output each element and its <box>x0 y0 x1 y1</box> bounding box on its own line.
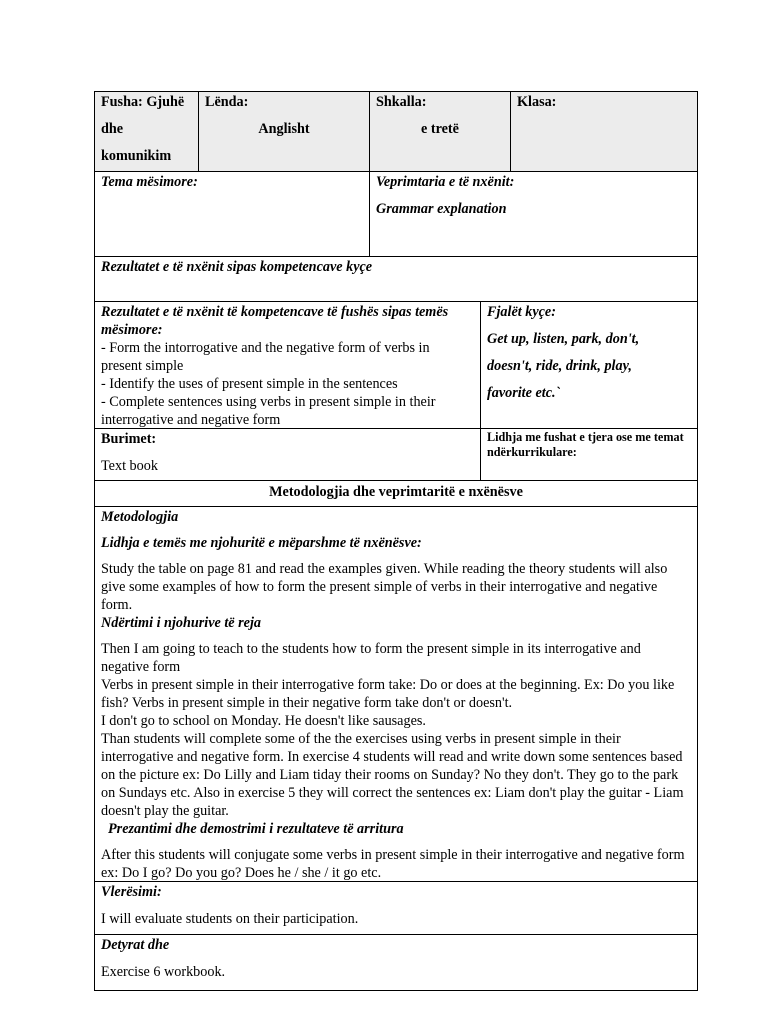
metodologjia-cell <box>94 506 698 882</box>
klasa-cell <box>510 91 698 172</box>
prezantimi-label: Prezantimi dhe demostrimi i rezultateve të arritura <box>108 821 404 837</box>
fusha-value-2: dhe <box>101 121 124 137</box>
veprimtaria-cell <box>369 171 698 257</box>
fusha-value-3: komunikim <box>101 148 172 164</box>
lenda-value: Anglisht <box>258 121 310 137</box>
lidhja-fushat-label: Lidhja me fushat e tjera ose me temat ndërkurrikulare: <box>487 430 684 459</box>
lidhja-text: Study the table on page 81 and read the examples given. While reading the theory students will also give some examples of how to form the present simple of verbs in their interrogative and negative form. <box>101 561 668 613</box>
rezultatet-item: - Complete sentences using verbs in present simple in their interrogative and negative form <box>101 394 436 428</box>
lenda-label: Lënda: <box>205 94 249 110</box>
metodologjia-header: Metodologjia dhe veprimtaritë e nxënësve <box>269 484 523 500</box>
burimet-label: Burimet: <box>101 431 157 447</box>
klasa-label: Klasa: <box>517 94 557 110</box>
vleresimi-text: I will evaluate students on their participation. <box>101 911 359 927</box>
burimet-cell <box>94 428 481 481</box>
detyrat-text: Exercise 6 workbook. <box>101 964 226 980</box>
vleresimi-cell <box>94 881 698 935</box>
ndertimi-paragraph: Than students will complete some of the the exercises using verbs in present simple in their interrogative and negative form. In exercise 4 students will read and write down some sentences based on the picture ex: Do Lilly and Liam tiday their rooms on Sunday? No they don't. They go to the park on Sundays etc. Also in exercise 5 they will correct the sentences ex: Liam don't play the guitar - Liam doesn't play the guitar. <box>101 731 684 819</box>
shkalla-cell <box>369 91 511 172</box>
rezultatet-item: - Form the intorrogative and the negative form of verbs in present simple <box>101 340 430 374</box>
veprimtaria-label: Veprimtaria e të nxënit: <box>376 174 515 190</box>
ndertimi-label: Ndërtimi i njohurive të reja <box>101 615 262 631</box>
tema-label: Tema mësimore: <box>101 174 198 190</box>
shkalla-label: Shkalla: <box>376 94 427 110</box>
fjalet-kyce-cell <box>480 301 698 429</box>
vleresimi-label: Vlerësimi: <box>101 884 162 900</box>
fjalet-kyce-line: doesn't, ride, drink, play, <box>487 358 632 374</box>
rezultatet-kyce-label: Rezultatet e të nxënit sipas kompetencave kyçe <box>101 259 373 275</box>
prezantimi-text: After this students will conjugate some verbs in present simple in their interrogative and negative form ex: Do I go? Do you go? Does he / she / it go etc. <box>101 847 685 881</box>
lenda-cell <box>198 91 370 172</box>
detyrat-cell <box>94 934 698 991</box>
burimet-value: Text book <box>101 458 158 474</box>
detyrat-label: Detyrat dhe <box>101 937 170 953</box>
fjalet-kyce-line: Get up, listen, park, don't, <box>487 331 640 347</box>
rezultatet-kyce-cell <box>94 256 698 302</box>
lidhja-fushat-cell <box>480 428 698 481</box>
ndertimi-paragraph: Then I am going to teach to the students how to form the present simple in its interrogative and negative form <box>101 641 641 675</box>
fjalet-kyce-label: Fjalët kyçe: <box>487 304 556 320</box>
rezultatet-fushes-cell <box>94 301 481 429</box>
fusha-cell <box>94 91 199 172</box>
rezultatet-fushes-label: Rezultatet e të nxënit të kompetencave të fushës sipas temës mësimore: <box>101 304 449 338</box>
ndertimi-paragraph: Verbs in present simple in their interrogative form take: Do or does at the beginning. Ex: Do you like fish? Verbs in present simple in their negative form take don't or doesn't. <box>101 677 675 711</box>
ndertimi-paragraph: I don't go to school on Monday. He doesn't like sausages. <box>101 713 426 729</box>
lidhja-label: Lidhja e temës me njohuritë e mëparshme të nxënësve: <box>101 535 422 551</box>
metodologjia-label: Metodologjia <box>101 509 179 525</box>
tema-cell <box>94 171 370 257</box>
fusha-label: Fusha: <box>101 94 143 110</box>
shkalla-value: e tretë <box>421 121 459 137</box>
fjalet-kyce-line: favorite etc.` <box>487 385 561 401</box>
metodologjia-header-cell <box>94 480 698 507</box>
veprimtaria-value: Grammar explanation <box>376 201 507 217</box>
rezultatet-item: - Identify the uses of present simple in the sentences <box>101 376 398 392</box>
fusha-value-1: Gjuhë <box>146 94 185 110</box>
